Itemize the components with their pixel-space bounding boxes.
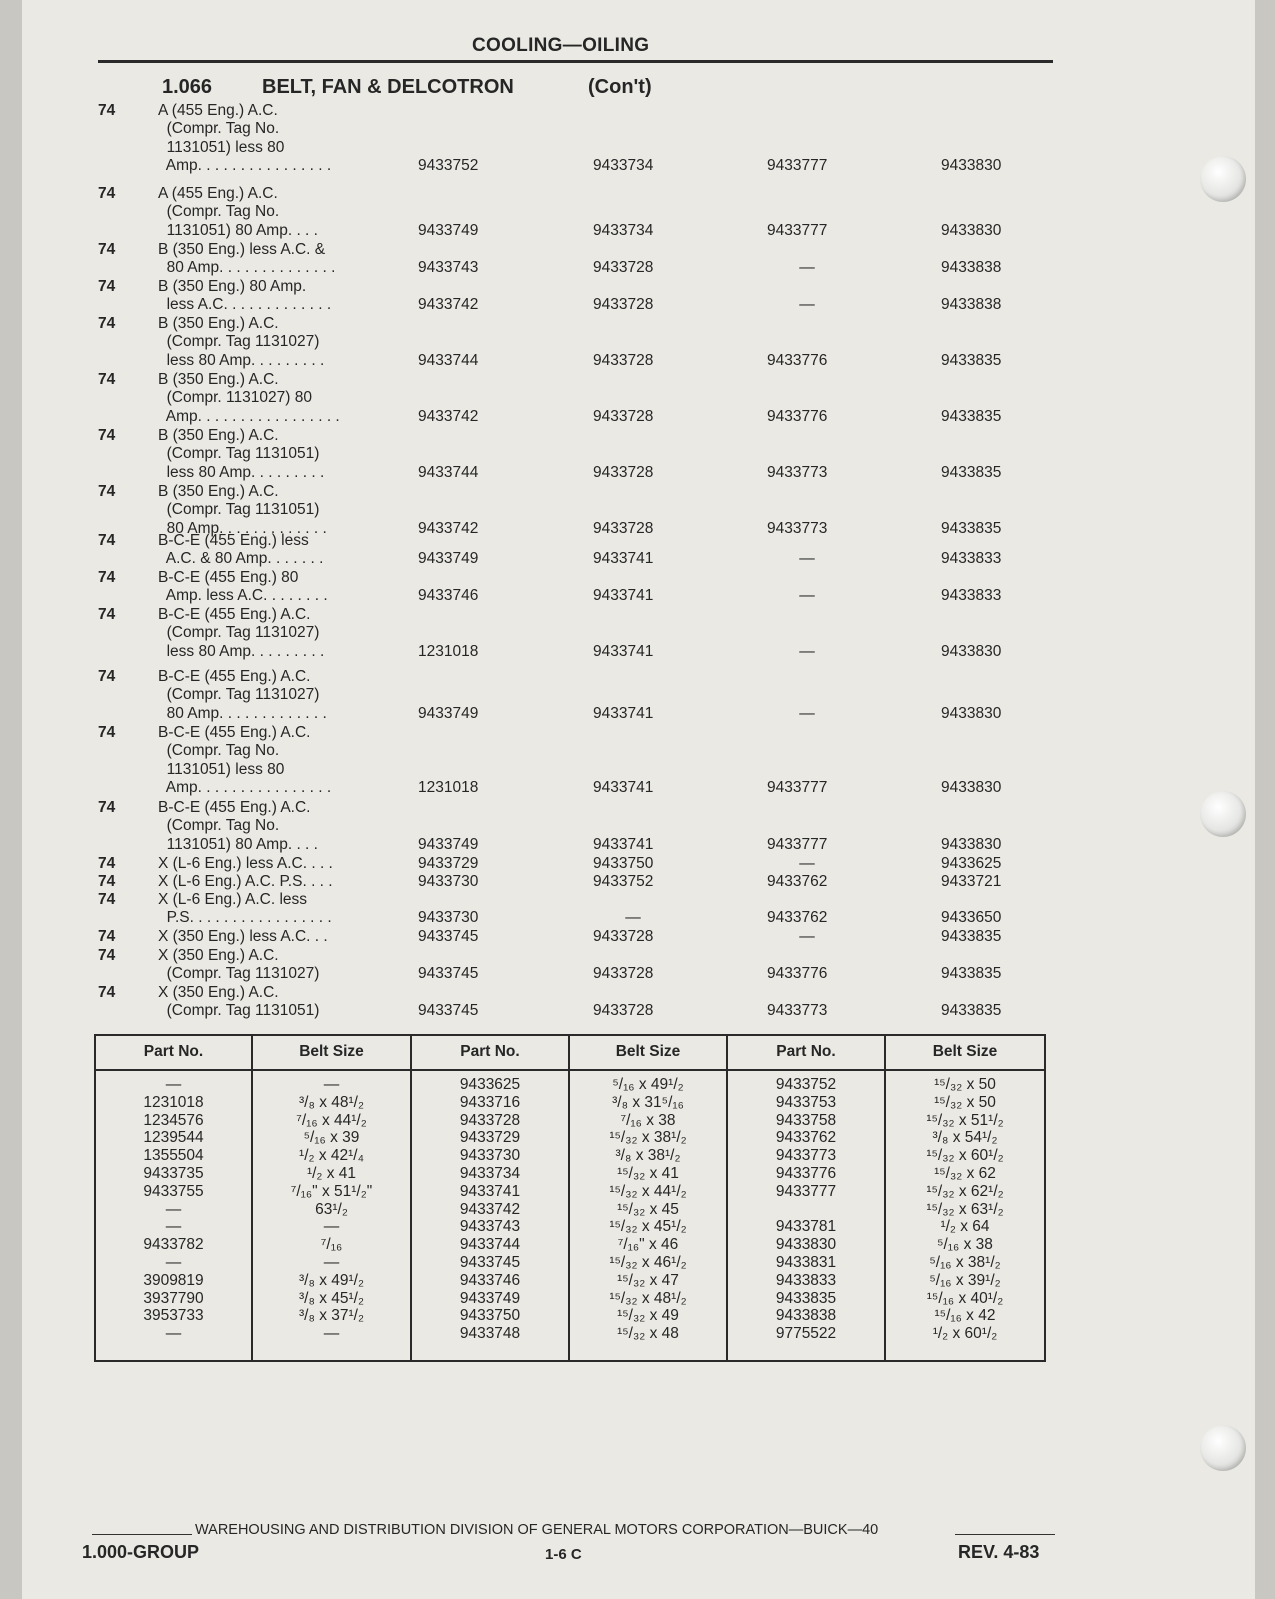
entry-part-number: 9433773 [767,463,828,481]
table-cell: ¹/₂ x 42¹/₄ [299,1147,364,1165]
table-cell: ⁷/₁₆" x 46 [617,1236,679,1254]
group-label: 1.000-GROUP [82,1542,200,1562]
table-cell: 9433831 [775,1253,837,1271]
entry-part-number: 9433650 [941,909,1002,927]
entry-part-number: 9433745 [418,1002,479,1020]
table-cell: ⁵/₁₆ x 38¹/₂ [929,1253,1001,1271]
table-cell: 9433781 [775,1218,837,1236]
entry-part-number: 9433777 [767,779,828,797]
entry-part-number: 9433728 [593,296,654,314]
entry-description: X (L-6 Eng.) less A.C. . . . [158,855,333,872]
table-cell: ¹⁵/₃₂ x 38¹/₂ [609,1129,687,1147]
entry-part-number: 9433830 [941,835,1002,853]
entry-part-number: 9433835 [941,965,1002,983]
entry-part-number: 9433777 [767,157,828,175]
entry-part-number: 9433750 [593,855,654,872]
entry-part-number: 9433762 [767,909,828,927]
entry-part-number: 9433741 [593,550,654,568]
entry-part-number: 9433729 [418,855,479,872]
entry-part-number: 9433752 [593,873,654,890]
table-cell: 9433716 [459,1093,521,1111]
entry-part-number: — [799,259,815,277]
table-cell: ¹⁵/₃₂ x 47 [617,1271,679,1289]
entry-number: 74 [98,483,116,500]
entry-part-number: 9433830 [941,779,1002,797]
entry-part-number: 9433728 [593,463,654,481]
entry-part-number: 9433773 [767,1002,828,1020]
entry-part-number: 9433762 [767,873,828,890]
entry-part-number: 9433728 [593,259,654,277]
entry-number: 74 [98,799,116,816]
table-cell: ¹⁵/₃₂ x 62 [934,1164,996,1182]
entry-part-number: 1231018 [418,642,479,660]
entry-part-number: 9433721 [941,873,1002,890]
entry-part-number: 9433742 [418,519,479,537]
entry-part-number: 9433835 [941,1002,1002,1020]
subsection-number: 1.066 [162,76,213,98]
entry-part-number: — [799,550,815,568]
table-header: Part No. [776,1043,836,1060]
entry-part-number: 9433749 [418,704,479,722]
entry-part-number: 9433741 [593,779,654,797]
entry-description: B (350 Eng.) 80 Amp. less A.C. . . . . . . . . . . . . [158,278,332,314]
binder-hole [1200,791,1246,837]
entry-number: 74 [98,947,116,964]
table-header: Part No. [143,1043,204,1060]
table-cell: ⁷/₁₆ [320,1236,343,1254]
table-cell: 1234576 [143,1111,204,1129]
entry-part-number: 9433745 [418,965,479,983]
table-cell: ¹⁵/₃₂ x 48¹/₂ [609,1289,687,1307]
table-cell: ¹⁵/₃₂ x 48 [617,1325,679,1343]
table-cell: 9433776 [775,1164,837,1182]
table-cell: ³/₈ x 31⁵/₁₆ [612,1093,684,1111]
entry-description: X (350 Eng.) less A.C. . . [158,928,328,945]
entry-part-number: 9433734 [593,221,654,239]
entry-description: X (L-6 Eng.) A.C. P.S. . . . [158,873,333,890]
table-cell: ⁷/₁₆ x 38 [620,1111,676,1129]
table-cell: ³/₈ x 48¹/₂ [299,1093,364,1111]
entry-part-number: 9433835 [941,519,1002,537]
entry-part-number: 9433838 [941,296,1002,314]
entry-description: B-C-E (455 Eng.) A.C. (Compr. Tag 1131027) 80 Amp. . . . . . . . . . . . . [158,668,327,722]
table-cell: 9775522 [775,1325,837,1343]
table-cell: ³/₈ x 49¹/₂ [299,1271,364,1289]
table-header: Belt Size [299,1043,364,1060]
entry-part-number: 9433741 [593,587,654,605]
entry-description: B-C-E (455 Eng.) A.C. (Compr. Tag 1131027) less 80 Amp. . . . . . . . . [158,606,325,660]
entry-part-number: 9433742 [418,296,479,314]
table-cell: ⁵/₁₆ x 38 [937,1236,993,1254]
table-cell: 9433730 [459,1147,521,1165]
entry-number: 74 [98,668,116,685]
entry-part-number: 9433749 [418,550,479,568]
table-cell: ¹⁵/₃₂ x 63¹/₂ [926,1200,1004,1218]
table-cell: ¹⁵/₃₂ x 51¹/₂ [926,1111,1004,1129]
entry-part-number: 9433835 [941,928,1002,945]
entry-part-number: 9433835 [941,463,1002,481]
entry-part-number: 9433742 [418,407,479,425]
table-cell: 1355504 [143,1147,204,1165]
entry-part-number: — [799,855,815,872]
entry-part-number: 1231018 [418,779,479,797]
table-cell: 9433830 [775,1236,837,1254]
table-cell: 9433835 [775,1289,837,1307]
table-column-belt-size [570,1076,726,1343]
table-cell: — [323,1218,340,1236]
entry-part-number: — [799,704,815,722]
entry-part-number: 9433741 [593,835,654,853]
entry-part-number: — [799,928,815,945]
entry-description: B (350 Eng.) A.C. (Compr. 1131027) 80 Amp. . . . . . . . . . . . . . . . . [158,371,340,425]
table-cell: ¹⁵/₃₂ x 50 [934,1076,996,1093]
entry-part-number: 9433777 [767,835,828,853]
entry-part-number: 9433728 [593,965,654,983]
table-cell: ³/₈ x 37¹/₂ [299,1307,364,1325]
entry-description: X (350 Eng.) A.C. (Compr. Tag 1131027) [158,947,320,983]
table-cell: 9433734 [459,1164,521,1182]
table-cell: — [165,1200,182,1218]
entry-number: 74 [98,278,116,295]
table-cell: 9433753 [775,1093,837,1111]
entry-part-number: 9433830 [941,157,1002,175]
entry-number: 74 [98,102,116,119]
table-cell: ⁵/₁₆ x 39 [303,1129,360,1147]
table-cell: 9433745 [459,1253,521,1271]
table-cell: ¹⁵/₃₂ x 62¹/₂ [926,1182,1004,1200]
table-cell: 9433735 [143,1164,204,1182]
table-cell: ⁷/₁₆ x 44¹/₂ [296,1111,367,1129]
page-number: 1-6 C [545,1546,582,1563]
entry-part-number: 9433749 [418,221,479,239]
entry-number: 74 [98,569,116,586]
binder-hole [1200,1425,1246,1471]
table-cell: ¹/₂ x 41 [306,1164,357,1182]
entry-part-number: — [625,909,641,927]
entry-part-number: 9433746 [418,587,479,605]
table-header: Belt Size [615,1043,681,1060]
table-cell: 9433758 [775,1111,837,1129]
table-cell: — [165,1076,182,1093]
table-cell: 9433749 [459,1289,521,1307]
entry-description: B-C-E (455 Eng.) A.C. (Compr. Tag No. 1131051) less 80 Amp. . . . . . . . . . . . . . . . [158,724,332,797]
entry-part-number: 9433830 [941,704,1002,722]
entry-part-number: 9433776 [767,407,828,425]
table-cell: 9433750 [459,1307,521,1325]
entry-part-number: 9433744 [418,351,479,369]
table-column-belt-size [886,1076,1044,1343]
entry-description: X (350 Eng.) A.C. (Compr. Tag 1131051) [158,984,320,1020]
entry-number: 74 [98,532,116,549]
table-cell: ¹⁵/₃₂ x 50 [934,1093,996,1111]
entry-number: 74 [98,873,116,890]
table-cell: 9433729 [459,1129,521,1147]
belt-size-table [94,1034,1046,1362]
subsection-title: BELT, FAN & DELCOTRON [262,76,514,98]
table-cell: 9433777 [775,1182,837,1200]
table-cell: 3909819 [143,1271,204,1289]
table-cell: 9433625 [459,1076,521,1093]
entry-part-number: 9433773 [767,519,828,537]
entry-number: 74 [98,855,116,872]
table-cell: ³/₈ x 38¹/₂ [615,1147,681,1165]
entry-part-number: 9433734 [593,157,654,175]
table-cell: ¹⁵/₃₂ x 41 [617,1164,679,1182]
entry-part-number: 9433743 [418,259,479,277]
entry-part-number: 9433744 [418,463,479,481]
entry-part-number: 9433830 [941,642,1002,660]
entry-part-number: 9433838 [941,259,1002,277]
table-cell: ⁵/₁₆ x 39¹/₂ [929,1271,1001,1289]
entry-part-number: 9433745 [418,928,479,945]
entry-part-number: 9433835 [941,351,1002,369]
entry-part-number: 9433728 [593,1002,654,1020]
entry-part-number: 9433625 [941,855,1002,872]
table-cell: 63¹/₂ [315,1200,348,1218]
entry-part-number: — [799,642,815,660]
footer-rule [955,1534,1055,1535]
entry-number: 74 [98,606,116,623]
section-title: COOLING—OILING [472,35,650,56]
entry-part-number: 9433752 [418,157,479,175]
table-cell: 9433773 [775,1147,837,1165]
entry-description: B (350 Eng.) less A.C. & 80 Amp. . . . . . . . . . . . . . [158,241,336,277]
table-cell: 9433728 [459,1111,521,1129]
table-cell: 3953733 [143,1307,204,1325]
table-cell: — [165,1253,182,1271]
binder-hole [1200,156,1246,202]
entry-part-number: 9433728 [593,519,654,537]
entry-part-number: 9433741 [593,642,654,660]
entry-part-number: 9433833 [941,550,1002,568]
table-cell: 1239544 [143,1129,204,1147]
table-cell: — [323,1253,340,1271]
entry-part-number: — [799,587,815,605]
entry-part-number: 9433830 [941,221,1002,239]
table-cell: 9433782 [143,1236,204,1254]
table-cell: ⁵/₁₆ x 49¹/₂ [612,1076,684,1093]
revision-label: REV. 4-83 [958,1542,1040,1562]
entry-part-number: 9433728 [593,351,654,369]
table-header: Part No. [460,1043,520,1060]
entry-part-number: 9433749 [418,835,479,853]
entry-number: 74 [98,891,116,908]
entry-part-number: 9433728 [593,407,654,425]
entry-number: 74 [98,928,116,945]
table-cell: 9433752 [775,1076,837,1093]
table-cell: ¹⁵/₃₂ x 46¹/₂ [609,1253,687,1271]
entry-part-number: 9433776 [767,351,828,369]
table-cell: — [323,1076,340,1093]
entry-description: B (350 Eng.) A.C. (Compr. Tag 1131027) less 80 Amp. . . . . . . . . [158,315,325,369]
entry-part-number: 9433835 [941,407,1002,425]
header-rule [98,60,1053,63]
entry-number: 74 [98,724,116,741]
entry-part-number: 9433833 [941,587,1002,605]
table-header: Belt Size [932,1043,998,1060]
table-cell: ¹/₂ x 64 [940,1218,990,1236]
entry-part-number: — [799,296,815,314]
table-column-part-no [96,1076,251,1343]
entry-description: X (L-6 Eng.) A.C. less P.S. . . . . . . . . . . . . . . . . [158,891,332,927]
entry-number: 74 [98,315,116,332]
table-cell: 9433838 [775,1307,837,1325]
entry-number: 74 [98,185,116,202]
table-column-belt-size [253,1076,410,1343]
entry-part-number: 9433728 [593,928,654,945]
table-cell: ¹⁵/₃₂ x 44¹/₂ [609,1182,687,1200]
entry-part-number: 9433730 [418,909,479,927]
table-column-part-no [412,1076,568,1343]
table-cell: ⁷/₁₆" x 51¹/₂" [290,1182,373,1200]
table-cell: 1231018 [143,1093,204,1111]
table-cell: — [165,1325,182,1343]
entry-description: B-C-E (455 Eng.) A.C. (Compr. Tag No. 1131051) 80 Amp. . . . [158,799,318,853]
entry-part-number: 9433776 [767,965,828,983]
table-cell: 9433746 [459,1271,521,1289]
entry-number: 74 [98,241,116,258]
entry-number: 74 [98,984,116,1001]
table-cell: 9433833 [775,1271,837,1289]
table-cell: ¹⁵/₃₂ x 60¹/₂ [926,1147,1004,1165]
table-cell: 9433744 [459,1236,521,1254]
entry-part-number: 9433741 [593,704,654,722]
entry-description: B-C-E (455 Eng.) less A.C. & 80 Amp. . . . . . . [158,532,324,568]
table-cell: — [165,1218,182,1236]
entry-description: B-C-E (455 Eng.) 80 Amp. less A.C. . . . . . . . [158,569,328,605]
table-cell: ¹⁵/₃₂ x 49 [617,1307,679,1325]
table-cell: 9433743 [459,1218,521,1236]
table-cell: ¹⁵/₃₂ x 45 [617,1200,679,1218]
continued-label: (Con't) [588,76,652,98]
table-cell: 9433755 [143,1182,204,1200]
table-cell [728,1201,884,1219]
table-header-rule [96,1069,1044,1071]
table-cell: ³/₈ x 45¹/₂ [299,1289,364,1307]
entry-number: 74 [98,371,116,388]
entry-part-number: 9433777 [767,221,828,239]
table-cell: ¹⁵/₁₆ x 42 [934,1307,996,1325]
footer-rule [92,1534,192,1535]
entry-description: A (455 Eng.) A.C. (Compr. Tag No. 1131051) less 80 Amp. . . . . . . . . . . . . . . . [158,102,332,175]
table-cell: ¹⁵/₃₂ x 45¹/₂ [609,1218,687,1236]
entry-description: B (350 Eng.) A.C. (Compr. Tag 1131051) less 80 Amp. . . . . . . . . [158,427,325,481]
table-cell: ³/₈ x 54¹/₂ [932,1129,998,1147]
entry-description: B (350 Eng.) A.C. (Compr. Tag 1131051) 80 Amp. . . . . . . . . . . . . [158,483,327,537]
table-cell: 9433742 [459,1200,521,1218]
entry-description: A (455 Eng.) A.C. (Compr. Tag No. 1131051) 80 Amp. . . . [158,185,318,239]
entry-part-number: 9433730 [418,873,479,890]
table-cell: 9433762 [775,1129,837,1147]
footer-division: WAREHOUSING AND DISTRIBUTION DIVISION OF GENERAL MOTORS CORPORATION—BUICK—40 [195,1522,879,1538]
table-cell: ¹/₂ x 60¹/₂ [932,1325,998,1343]
table-cell: ¹⁵/₁₆ x 40¹/₂ [926,1289,1004,1307]
table-cell: 9433748 [459,1325,521,1343]
table-cell: — [323,1325,340,1343]
table-cell: 9433741 [459,1182,521,1200]
entry-number: 74 [98,427,116,444]
table-cell: 3937790 [143,1289,204,1307]
table-column-part-no [728,1076,884,1343]
